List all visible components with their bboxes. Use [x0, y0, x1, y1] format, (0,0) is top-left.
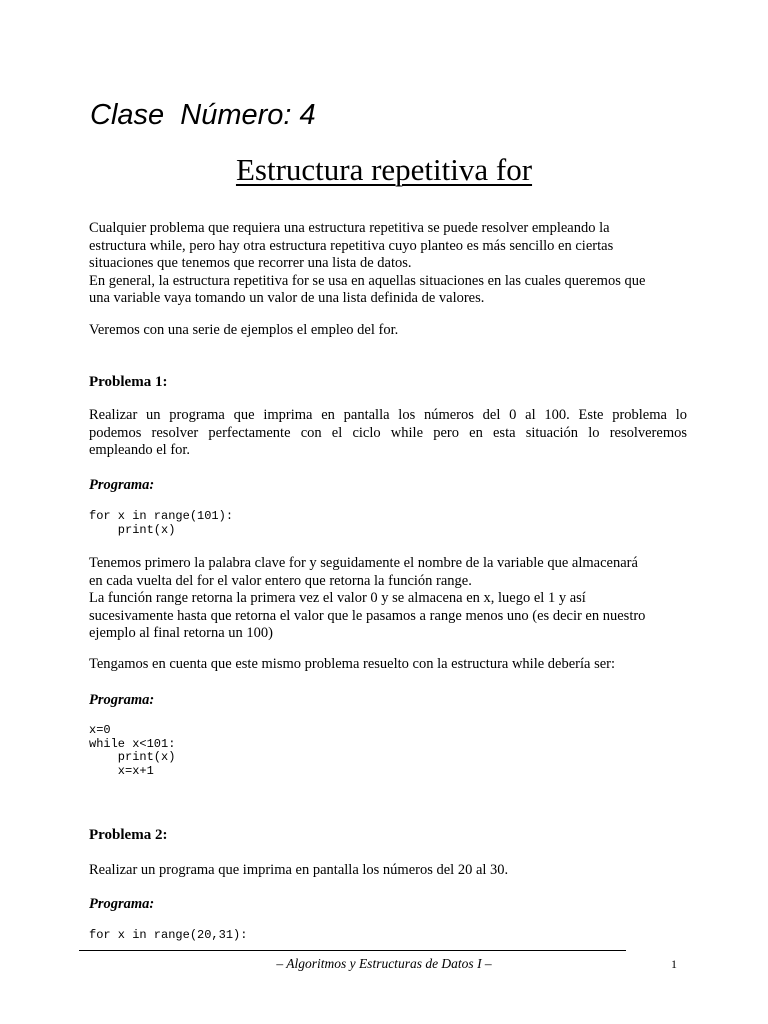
text-line: situaciones que tenemos que recorrer una lista de datos. [89, 255, 412, 271]
text-line: Realizar un programa que imprima en pantalla los números del 0 al 100. Este problema lo [89, 407, 687, 423]
class-number-heading: Clase Número: 4 [90, 99, 316, 131]
text-line: sucesivamente hasta que retorna el valor que le pasamos a range menos uno (es decir en nuestro [89, 607, 646, 624]
text-line: Realizar un programa que imprima en pantalla los números del 20 al 30. [89, 862, 509, 878]
code-block-for [89, 510, 233, 537]
text-line: empleando el for. [89, 442, 191, 458]
explanation-paragraph [89, 555, 687, 643]
problema-1-statement [89, 407, 687, 460]
text-line: Tenemos primero la palabra clave for y seguidamente el nombre de la variable que almacenará [89, 555, 638, 571]
code-line: for x in range(20,31): [89, 928, 248, 942]
text-line: estructura while, pero hay otra estructura repetitiva cuyo planteo es más sencillo en ciertas [89, 237, 614, 254]
text-line: Cualquier problema que requiera una estructura repetitiva se puede resolver empleando la [89, 220, 610, 236]
text-line: podemos resolver perfectamente con el ciclo while pero en esta situación lo resolveremos [89, 424, 687, 441]
problema-2-statement [89, 862, 687, 880]
code-block-while [89, 724, 175, 778]
footer-divider [79, 950, 626, 951]
program-label: Programa: [89, 477, 155, 493]
text-line: La función range retorna la primera vez el valor 0 y se almacena en x, luego el 1 y así [89, 590, 586, 606]
problema-1-heading: Problema 1: [89, 374, 168, 390]
code-line: x=x+1 [89, 763, 154, 778]
text-line: ejemplo al final retorna un 100) [89, 625, 274, 641]
code-line: print(x) [89, 750, 176, 764]
intro-paragraph [89, 220, 687, 308]
intro-paragraph-2 [89, 322, 687, 340]
code-line: for x in range(101): [89, 509, 234, 523]
code-line: print(x) [89, 522, 176, 537]
page-title: Estructura repetitiva for [235, 152, 533, 187]
text-line: En general, la estructura repetitiva for se usa en aquellas situaciones en las cuales queremos que [89, 272, 646, 289]
code-line: while x<101: [89, 736, 176, 751]
text-line: Tengamos en cuenta que este mismo problema resuelto con la estructura while debería ser: [89, 656, 616, 672]
program-label: Programa: [89, 896, 155, 912]
program-label: Programa: [89, 692, 155, 708]
text-line: Veremos con una serie de ejemplos el empleo del for. [89, 322, 399, 338]
problema-2-heading: Problema 2: [89, 827, 168, 843]
code-block-range [89, 929, 247, 943]
while-intro-paragraph [89, 656, 687, 674]
text-line: una variable vaya tomando un valor de una lista definida de valores. [89, 290, 485, 306]
footer-course-title: – Algoritmos y Estructuras de Datos I – [276, 956, 492, 971]
text-line: en cada vuelta del for el valor entero que retorna la función range. [89, 572, 472, 589]
page-number: 1 [671, 957, 677, 971]
code-line: x=0 [89, 723, 111, 737]
